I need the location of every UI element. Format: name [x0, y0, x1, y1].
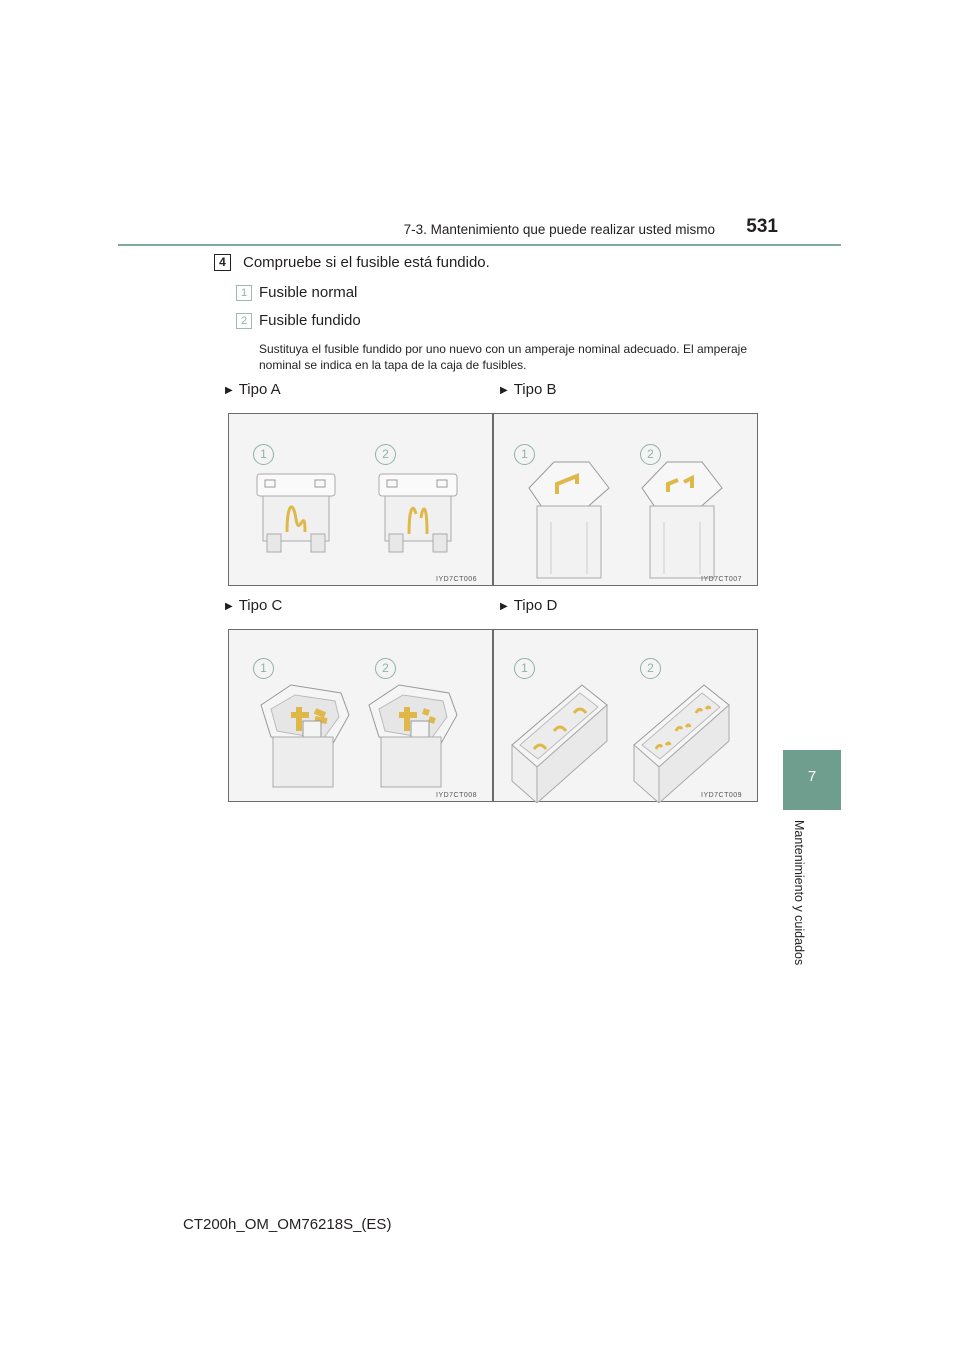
triangle-bullet-icon: ▶ [225, 385, 233, 396]
replacement-note: Sustituya el fusible fundido por uno nuevo con un amperaje nominal adecuado. El amperaje nominal se indica en la tapa de la caja de fusibles. [259, 342, 747, 372]
triangle-bullet-icon: ▶ [225, 601, 233, 612]
fuse-normal-icon [512, 685, 607, 803]
fuse-figure-type-d [493, 629, 758, 802]
item-label-blown: Fusible fundido [259, 312, 361, 329]
fuse-normal-icon [257, 474, 335, 552]
figure-code: IYD7CT009 [701, 792, 743, 799]
chapter-number: 7 [807, 768, 817, 785]
blade-fuse-illustration [229, 414, 494, 587]
callout-2: 2 [375, 658, 396, 679]
callout-1: 1 [253, 444, 274, 465]
multi-fuse-illustration [494, 630, 759, 803]
fuse-figure-type-c [228, 629, 493, 802]
fuse-figure-type-b [493, 413, 758, 586]
step-number-badge: 4 [214, 254, 231, 271]
callout-1: 1 [253, 658, 274, 679]
fuse-figure-type-a [228, 413, 493, 586]
callout-1: 1 [514, 658, 535, 679]
fuse-blown-icon [379, 474, 457, 552]
page-number: 531 [746, 216, 778, 237]
figure-code: IYD7CT006 [436, 576, 478, 583]
bolt-fuse-illustration [229, 630, 494, 803]
callout-2: 2 [375, 444, 396, 465]
step-instruction: Compruebe si el fusible está fundido. [243, 254, 490, 271]
callout-2: 2 [640, 658, 661, 679]
fuse-blown-icon [369, 685, 457, 787]
triangle-bullet-icon: ▶ [500, 385, 508, 396]
fuse-blown-icon [642, 462, 722, 578]
type-label-c: ▶ Tipo C [225, 597, 283, 614]
item-label-normal: Fusible normal [259, 284, 358, 301]
type-label-d: ▶ Tipo D [500, 597, 558, 614]
callout-1: 1 [514, 444, 535, 465]
triangle-bullet-icon: ▶ [500, 601, 508, 612]
header-divider [118, 244, 841, 246]
fuse-blown-icon [634, 685, 729, 803]
type-label-b: ▶ Tipo B [500, 381, 557, 398]
figure-code: IYD7CT007 [701, 576, 743, 583]
chapter-name: Mantenimiento y cuidados [792, 820, 806, 966]
item-number-badge: 1 [236, 285, 252, 301]
fuse-normal-icon [261, 685, 349, 787]
fuse-normal-icon [529, 462, 609, 578]
item-number-badge: 2 [236, 313, 252, 329]
callout-2: 2 [640, 444, 661, 465]
cartridge-fuse-illustration [494, 414, 759, 587]
document-code: CT200h_OM_OM76218S_(ES) [183, 1216, 392, 1233]
type-label-a: ▶ Tipo A [225, 381, 281, 398]
figure-code: IYD7CT008 [436, 792, 478, 799]
section-title: 7-3. Mantenimiento que puede realizar usted mismo [403, 222, 715, 237]
